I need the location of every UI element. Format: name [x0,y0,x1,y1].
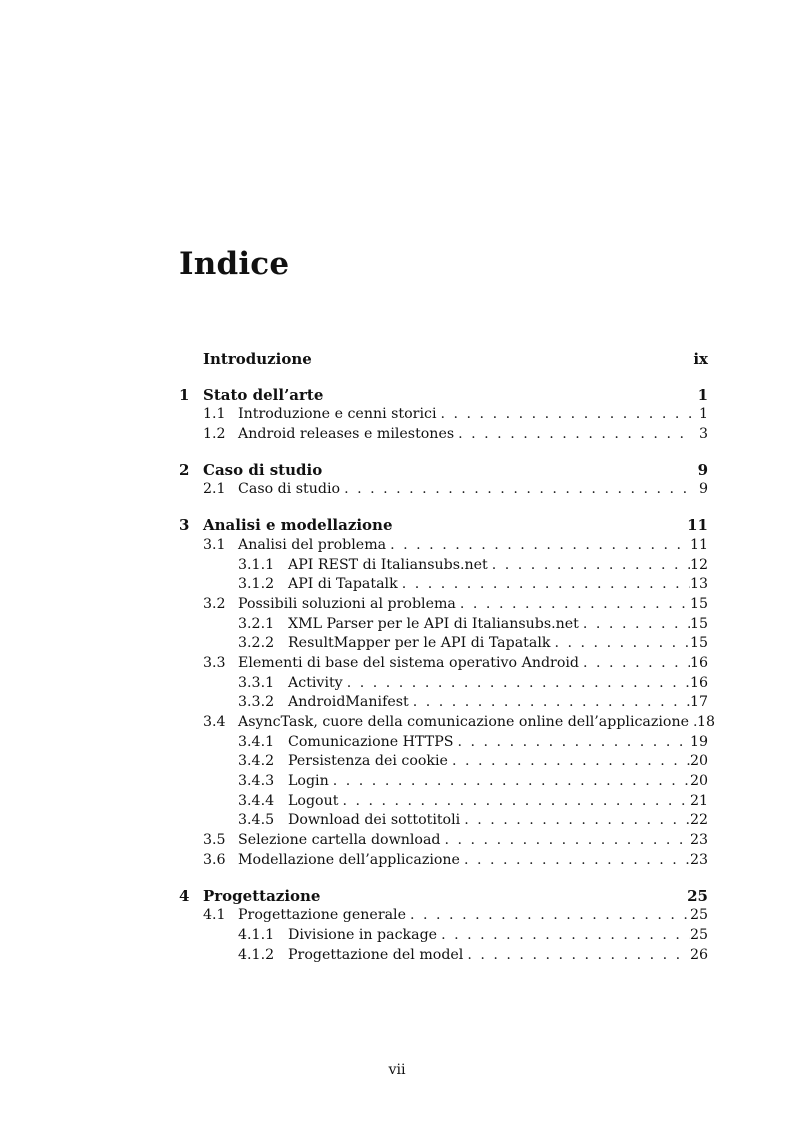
toc-entry-page: 9 [697,460,708,479]
toc-entry-number: 3.4.1 [238,733,275,750]
toc-entry-title: Analisi e modellazione [203,516,393,535]
toc-entry-page: 25 [689,907,708,924]
dot-leader [579,654,690,674]
toc-entry-number: 3.2.2 [238,635,275,652]
toc-entry-section[interactable] [179,405,708,425]
toc-entry-title: Caso di studio [203,460,323,479]
toc-entry-number: 4.1 [203,907,226,924]
toc-entry-subsection[interactable] [179,946,708,966]
toc-entry-number: 3.4 [203,714,226,730]
toc-entry-title: ResultMapper per le API di Tapatalk [288,635,551,652]
toc-entry-section[interactable] [179,654,708,674]
toc-entry-title: Analisi del problema [238,536,387,553]
dot-leader [437,926,690,946]
toc-entry-number: 3.2 [203,595,226,612]
toc-entry-page: 26 [689,946,708,963]
toc-entry-subsection[interactable] [179,575,708,595]
toc-entry-section[interactable] [179,851,708,871]
toc-entry-number: 3.1.1 [238,556,275,573]
toc-entry-number: 1.1 [203,406,226,423]
toc-entry-subsection[interactable] [179,733,708,753]
toc-entry-page: 15 [689,635,708,652]
toc-entry-section[interactable] [179,536,708,556]
toc-entry-title: Possibili soluzioni al problema [238,595,456,612]
dot-leader [436,405,692,425]
toc-entry-subsection[interactable] [179,615,708,635]
toc-entry-page: ix [693,350,708,368]
toc-entry-number: 4.1.1 [238,926,275,943]
dot-leader [454,425,692,445]
toc-entry-number: 1 [179,385,190,404]
toc-entry-title: Persistenza dei cookie [288,753,448,770]
toc-entry-number: 3.1 [203,536,226,553]
dot-leader [456,595,690,615]
dot-leader [338,792,690,812]
toc-entry-number: 4.1.2 [238,946,275,963]
toc-entry-number: 3.4.2 [238,753,275,770]
toc-entry-title: Elementi di base del sistema operativo Android [238,654,579,671]
toc-entry-section[interactable] [179,713,716,733]
toc-entry-title: Progettazione generale [238,907,406,924]
toc-entry-chapter[interactable] [179,887,708,907]
dot-leader [488,556,690,576]
toc-entry-page: 22 [689,812,708,829]
dot-leader [343,674,690,694]
dot-leader [550,634,689,654]
dot-leader [329,772,690,792]
dot-leader [448,752,690,772]
toc-entry-chapter[interactable] [179,386,708,406]
toc-entry-number: 3.4.5 [238,812,275,829]
toc-entry-page: 21 [689,792,708,809]
toc-entry-title: Modellazione dell’applicazione [238,851,460,868]
toc-entry-number: 3.3.1 [238,674,275,691]
toc-entry-page: 16 [689,674,708,691]
dot-leader [409,693,690,713]
toc-entry-section[interactable] [179,425,708,445]
toc-entry-page: 20 [689,773,708,790]
toc-entry-page: 19 [689,733,708,750]
toc-entry-number: 2 [179,460,190,479]
toc-entry-title: Progettazione [203,886,321,905]
toc-entry-title: Selezione cartella download [238,832,441,849]
toc-entry-subsection[interactable] [179,556,708,576]
toc-entry-number: 3.3.2 [238,694,275,711]
toc-entry-section[interactable] [179,906,708,926]
toc-entry-page: 9 [698,481,708,498]
toc-entry-title: Caso di studio [238,481,341,498]
toc-entry-page: 1 [697,385,708,404]
dot-leader [406,906,690,926]
toc-entry-number: 4 [179,886,190,905]
toc-entry-title: Progettazione del model [288,946,464,963]
toc-entry-title: AsyncTask, cuore della comunicazione online dell’applicazione [238,714,689,730]
dot-leader [454,733,690,753]
toc-entry-title: Logout [288,792,339,809]
toc-entry-page: 11 [689,536,708,553]
table-of-contents [179,350,716,965]
toc-entry-chapter[interactable] [179,516,708,536]
toc-entry-number: 3.4.3 [238,773,275,790]
toc-entry-title: Introduzione e cenni storici [238,406,437,423]
toc-entry-page: 1 [698,406,708,423]
toc-entry-page: 12 [689,556,708,573]
toc-entry-page: 3 [698,426,708,443]
toc-entry-subsection[interactable] [179,693,708,713]
toc-entry-page: 17 [689,694,708,711]
toc-entry-subsection[interactable] [179,926,708,946]
toc-entry-section[interactable] [179,831,708,851]
page-title: Indice [179,246,290,282]
dot-leader [441,831,690,851]
toc-entry-title: Activity [288,674,343,691]
toc-entry-number: 3.5 [203,832,226,849]
toc-entry-title: API REST di Italiansubs.net [288,556,488,573]
dot-leader [579,615,690,635]
toc-entry-page: 15 [689,595,708,612]
toc-entry-page: 20 [689,753,708,770]
toc-entry-number: 3.2.1 [238,615,275,632]
toc-entry-page: 13 [689,576,708,593]
toc-entry-title: Stato dell’arte [203,385,324,404]
toc-entry-number: 3.6 [203,851,226,868]
toc-entry-number: 3.4.4 [238,792,275,809]
toc-entry-title: API di Tapatalk [288,576,398,593]
dot-leader [460,851,690,871]
toc-entry-number: 1.2 [203,426,226,443]
toc-entry-number: 3 [179,516,190,535]
toc-entry-title: Divisione in package [288,926,438,943]
toc-entry-subsection[interactable] [179,811,708,831]
dot-leader [689,713,697,733]
toc-entry-subsection[interactable] [179,792,708,812]
toc-entry-chapter[interactable] [179,461,708,481]
dot-leader [398,575,690,595]
toc-entry-title: Android releases e milestones [238,426,455,443]
toc-entry-subsection[interactable] [179,634,708,654]
toc-entry-subsection[interactable] [179,772,708,792]
toc-entry-title: Download dei sottotitoli [288,812,461,829]
toc-entry-page: 23 [689,832,708,849]
dot-leader [340,480,692,500]
toc-entry-page: 16 [689,654,708,671]
footer-page-number: vii [388,1062,406,1078]
dot-leader [386,536,690,556]
toc-entry-title: Login [288,773,329,790]
toc-entry-page: 18 [696,714,716,730]
toc-entry-number: 2.1 [203,481,226,498]
toc-entry-page: 25 [687,886,708,905]
toc-entry-title: Comunicazione HTTPS [288,733,454,750]
toc-entry-section[interactable] [179,595,708,615]
toc-entry-title: AndroidManifest [288,694,409,711]
toc-entry-subsection[interactable] [179,752,708,772]
toc-entry-number: 3.3 [203,654,226,671]
dot-leader [460,811,690,831]
toc-entry-chapter[interactable] [179,350,708,370]
toc-entry-page: 15 [689,615,708,632]
toc-entry-number: 3.1.2 [238,576,275,593]
toc-entry-title: XML Parser per le API di Italiansubs.net [288,615,579,632]
toc-entry-subsection[interactable] [179,674,708,694]
toc-entry-title: Introduzione [203,350,312,368]
toc-entry-page: 25 [689,926,708,943]
toc-entry-section[interactable] [179,480,708,500]
toc-entry-page: 11 [687,516,708,535]
dot-leader [463,946,690,966]
toc-entry-page: 23 [689,851,708,868]
